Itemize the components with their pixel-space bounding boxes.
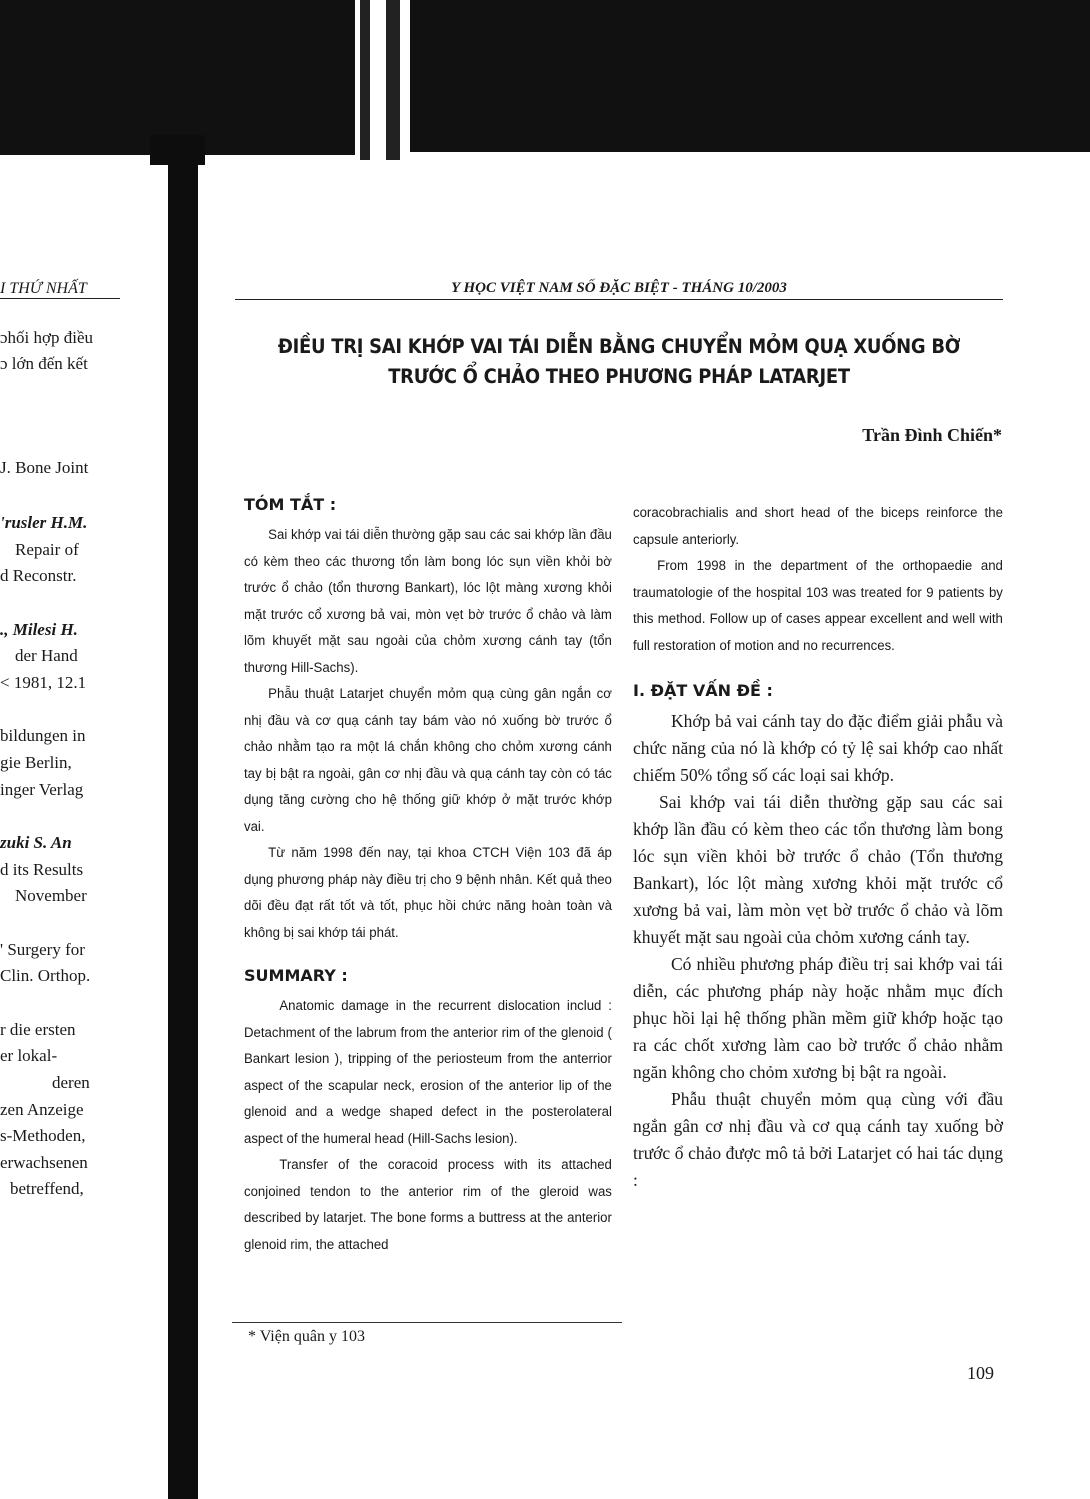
page-number: 109 xyxy=(967,1363,994,1383)
abstract-paragraph: Sai khớp vai tái diễn thường gặp sau các sai khớp lần đầu có kèm theo các thương tổn làm bong lóc sụn viền khỏi bờ trước ổ chảo (tổn thương Bankart), lóc lột màng xương khỏi mặt trước cổ xương bả vai, mòn vẹt bờ trước ổ chảo và làm lõm khuyết mặt sau ngoài của chỏm xương cánh tay (tổn thương Hill-Sachs). xyxy=(244,527,612,676)
book-spine-shadow xyxy=(168,140,198,1499)
abstract-heading: TÓM TẮT : xyxy=(244,495,337,514)
previous-page-line: der Hand xyxy=(15,646,78,665)
previous-page-line: J. Bone Joint xyxy=(0,458,89,477)
previous-page-line: Repair of xyxy=(15,540,79,559)
article-author: Trần Đình Chiến* xyxy=(862,425,1002,445)
previous-page-header: I THỨ NHẤT xyxy=(0,280,120,299)
previous-page-line: < 1981, 12.1 xyxy=(0,673,87,692)
section-heading: I. ĐẶT VẤN ĐỀ : xyxy=(633,681,773,700)
abstract-paragraph: Phẫu thuật Latarjet chuyển mỏm quạ cùng gân ngắn cơ nhị đầu và cơ quạ cánh tay bám vào nó xuống bờ trước ổ chảo nhằm tạo ra một lá chắn không cho chỏm xương cánh tay bị bật ra ngoài, gân cơ nhị đầu và quạ cánh tay còn có tác dụng tăng cường cho hệ thống giữ khớp ở mặt trước khớp vai. xyxy=(244,686,612,835)
summary-heading: SUMMARY : xyxy=(244,966,348,985)
previous-page-line: zuki S. An xyxy=(0,833,72,852)
body-paragraph: Khớp bả vai cánh tay do đặc điểm giải phẫu và chức năng của nó là khớp có tỷ lệ sai khớp cao nhất chiếm 50% tổng số các loại sai khớp. xyxy=(633,711,1003,785)
body-paragraph: Phẫu thuật chuyển mỏm quạ cùng với đầu ngắn gân cơ nhị đầu và cơ quạ cánh tay xuống bờ trước ổ chảo được mô tả bởi Latarjet có hai tác dụng : xyxy=(633,1089,1003,1190)
scan-dark-band-left xyxy=(0,0,355,155)
previous-page-fragment xyxy=(0,270,165,1230)
previous-page-line: er lokal- xyxy=(0,1046,58,1065)
summary-paragraph: From 1998 in the department of the orthopaedie and traumatologie of the hospital 103 was treated for 9 patients by this method. Follow up of cases appear excellent and well with full restoration of motion and no recurrences. xyxy=(633,558,1003,654)
abstract-paragraph: Từ năm 1998 đến nay, tại khoa CTCH Viện 103 đã áp dụng phương pháp này điều trị cho 9 bệnh nhân. Kết quả theo dõi đều đạt rất tốt và tốt, phục hồi chức năng hoàn toàn và không bị sai khớp tái phát. xyxy=(244,845,612,941)
body-paragraph: Có nhiều phương pháp điều trị sai khớp vai tái diễn, các phương pháp này hoặc nhằm mục đích phục hồi lại hệ thống phần mềm giữ khớp hoặc tạo ra các chốt xương làm cao bờ trước ổ chảo nhằm ngăn không cho chỏm xương bị bật ra ngoài. xyxy=(633,954,1003,1082)
scan-dark-band-right xyxy=(410,0,1090,152)
left-column xyxy=(244,495,612,1258)
previous-page-line: Clin. Orthop. xyxy=(0,966,91,985)
right-column xyxy=(633,500,1003,1194)
footnote-rule xyxy=(232,1322,622,1323)
previous-page-line: d its Results xyxy=(0,860,84,879)
summary-paragraph: Anatomic damage in the recurrent dislocation includ : Detachment of the labrum from the anterior rim of the glenoid ( Bankart lesion ), tripping of the periosteum from the anterrior aspect of the scapular neck, erosion of the anterior lip of the glenoid and a wedge shaped defect in the posterolateral aspect of the humeral head (Hill-Sachs lesion). xyxy=(244,998,612,1147)
previous-page-line: 'rusler H.M. xyxy=(0,513,88,532)
scan-stripe xyxy=(386,0,400,160)
previous-page-line: erwachsenen xyxy=(0,1153,88,1172)
previous-page-line: gie Berlin, xyxy=(0,753,72,772)
article-title: ĐIỀU TRỊ SAI KHỚP VAI TÁI DIỄN BẰNG CHUYỂN MỎM QUẠ XUỐNG BỜ TRƯỚC Ổ CHẢO THEO PHƯƠNG PHÁP LATARJET xyxy=(277,335,961,388)
previous-page-line: s-Methoden, xyxy=(0,1126,86,1145)
previous-page-line: deren xyxy=(52,1073,90,1092)
previous-page-line: ɔ lớn đến kết xyxy=(0,354,88,373)
previous-page-line: d Reconstr. xyxy=(0,566,77,585)
body-paragraph: Sai khớp vai tái diễn thường gặp sau các sai khớp lần đầu có kèm theo các tổn thương làm bong lóc sụn viền khỏi bờ trước ổ chảo (Tổn thương Bankart), lóc lột màng xương khỏi mặt trước cổ xương bả vai, làm mòn vẹt bờ trước ổ chảo và lõm khuyết mặt sau ngoài của chỏm xương cánh tay. xyxy=(633,792,1003,947)
scan-stripe xyxy=(360,0,370,160)
previous-page-line: zen Anzeige xyxy=(0,1100,84,1119)
previous-page-line: ., Milesi H. xyxy=(0,620,78,639)
previous-page-line: r die ersten xyxy=(0,1020,76,1039)
summary-paragraph: Transfer of the coracoid process with its attached conjoined tendon to the anterior rim of the gleroid was described by latarjet. The bone forms a buttress at the anterior glenoid rim, the attached xyxy=(244,1157,612,1253)
summary-paragraph-continued: coracobrachialis and short head of the biceps reinforce the capsule anteriorly. xyxy=(633,505,1003,548)
previous-page-line: ɔhối hợp điều xyxy=(0,328,94,347)
journal-running-header: Y HỌC VIỆT NAM SỐ ĐẶC BIỆT - THÁNG 10/2003 xyxy=(235,280,1003,300)
previous-page-line: betreffend, xyxy=(10,1179,84,1198)
previous-page-line: inger Verlag xyxy=(0,780,84,799)
previous-page-line: bildungen in xyxy=(0,726,86,745)
previous-page-line: ' Surgery for xyxy=(0,940,85,959)
footnote: * Viện quân y 103 xyxy=(248,1328,365,1345)
previous-page-line: November xyxy=(15,886,87,905)
